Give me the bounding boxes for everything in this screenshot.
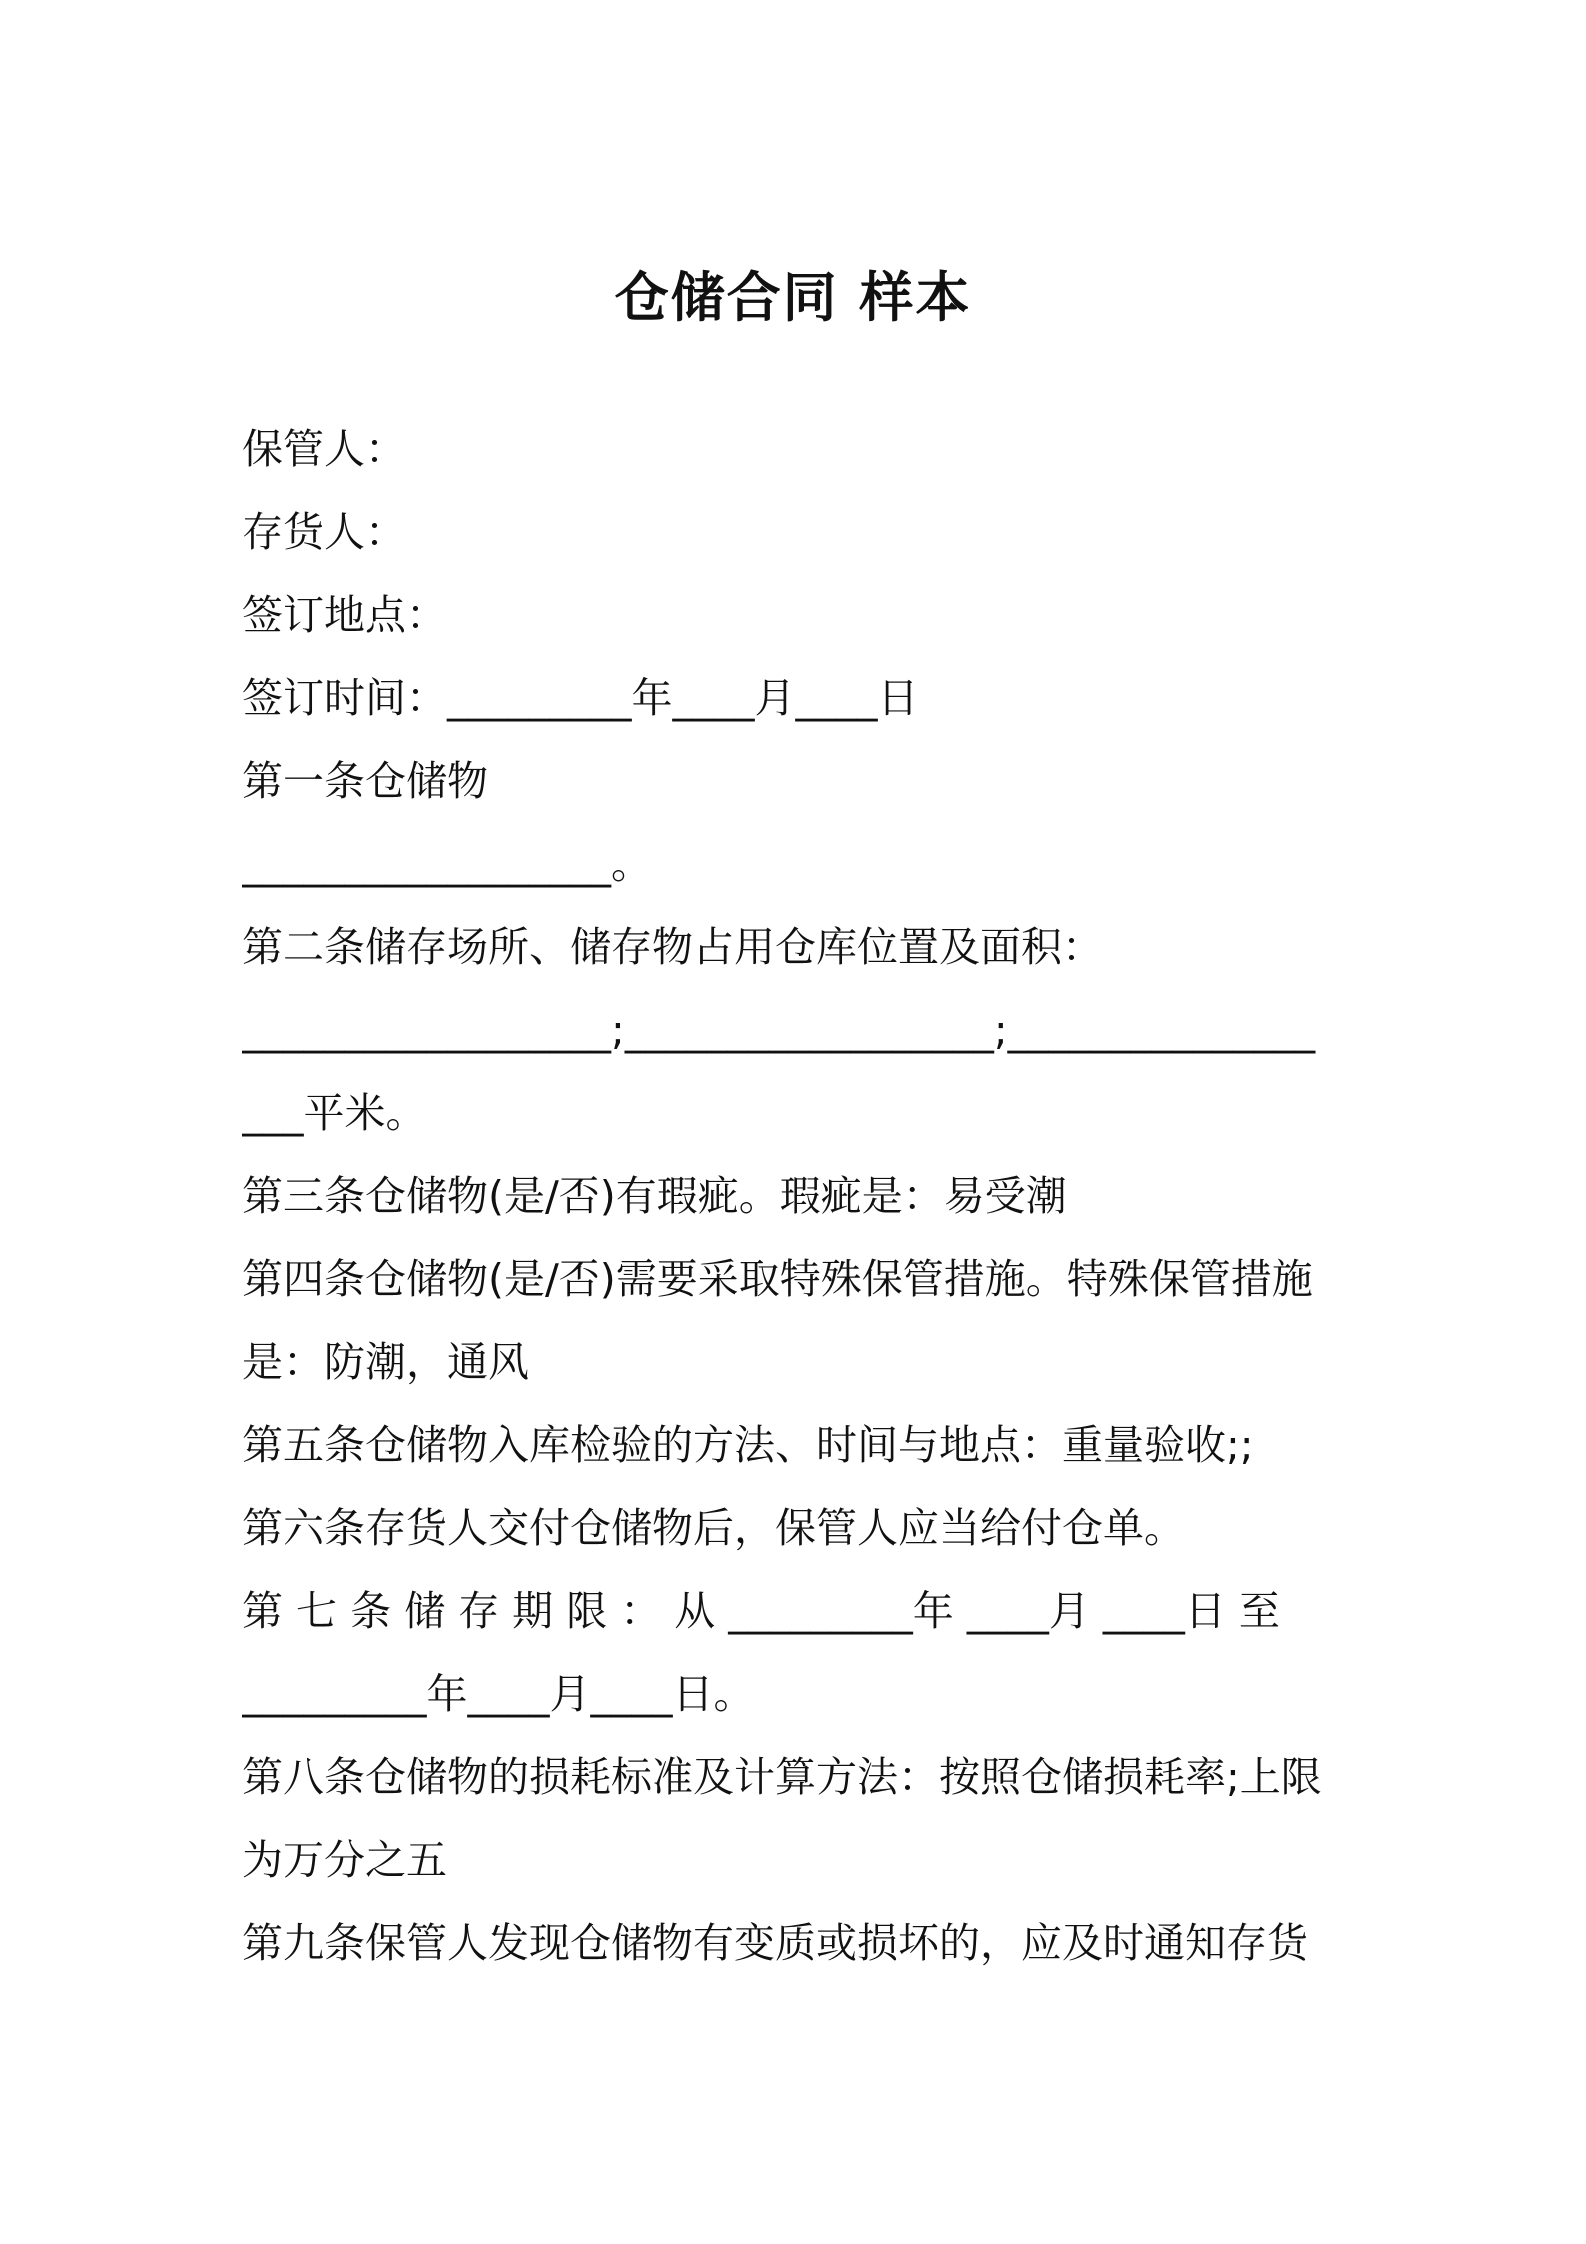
article-1-blank: __________________。 — [242, 840, 652, 888]
article-4-cont: 是：防潮，通风 — [242, 1338, 529, 1386]
article-7: 第 七 条 储 存 期 限 ： 从 _________年 ____月 ____日 至 — [242, 1587, 1280, 1635]
article-8-cont: 为万分之五 — [242, 1836, 447, 1884]
article-1-heading: 第一条仓储物 — [242, 757, 488, 805]
article-5: 第五条仓储物入库检验的方法、时间与地点：重量验收;; — [242, 1421, 1254, 1469]
contract-body — [242, 408, 1352, 1985]
signing-place-line: 签订地点： — [242, 591, 447, 639]
article-8: 第八条仓储物的损耗标准及计算方法：按照仓储损耗率;上限 — [242, 1753, 1322, 1801]
article-3: 第三条仓储物(是/否)有瑕疵。瑕疵是：易受潮 — [242, 1172, 1067, 1220]
document-title: 仓储合同 样本 — [614, 266, 972, 329]
article-6: 第六条存货人交付仓储物后，保管人应当给付仓单。 — [242, 1504, 1185, 1552]
article-4: 第四条仓储物(是/否)需要采取特殊保管措施。特殊保管措施 — [242, 1255, 1313, 1303]
depositor-line: 存货人： — [242, 508, 406, 556]
article-2-heading: 第二条储存场所、储存物占用仓库位置及面积： — [242, 923, 1103, 971]
article-2-area: ___平米。 — [242, 1089, 427, 1137]
custodian-line: 保管人： — [242, 425, 406, 473]
article-2-blanks: __________________;__________________;_______________ — [242, 1006, 1316, 1054]
article-9: 第九条保管人发现仓储物有变质或损坏的，应及时通知存货 — [242, 1919, 1308, 1967]
signing-date-line: 签订时间：_________年____月____日 — [242, 674, 919, 722]
article-7-cont: _________年____月____日。 — [242, 1670, 755, 1718]
